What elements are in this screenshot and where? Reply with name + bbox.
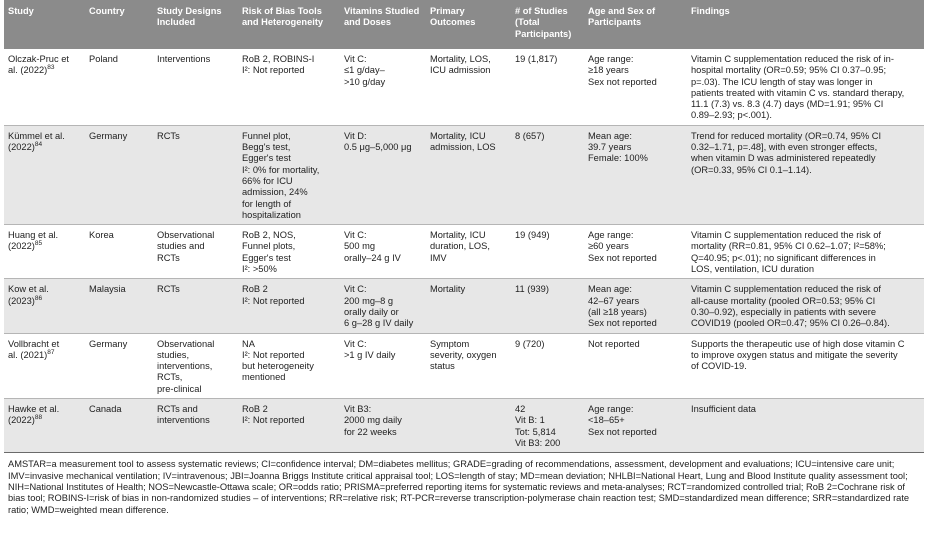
abbreviations-footnote: AMSTAR=a measurement tool to assess systematic reviews; CI=confidence interval; DM=diabetes mellitus; GRADE=grading of recommendations, assessment, development and evaluations; ICU=intensive care unit; IMV=invasive mechanical ventilation; IV=intravenous; JBI=Joanna Briggs Institute critical appraisal tool; LOS=length of stay; MD=mean deviation; NHLBI=National Heart, Lung and Blood Institute quality assessment tool; NIH=National Institutes of Health; NOS=Newcastle-Ottawa scale; OR=odds ratio; PRISMA=preferred reporting items for systematic reviews and meta-analyses; RCT=randomized controlled trial; RoB 2=Cochrane risk of bias tool; ROBINS-I=risk of bias in non-randomized studies – of interventions; RR=relative risk; RT-PCR=reverse transcription-polymerase chain reaction test; SMD=standardized mean difference; SRR=standardized rate ratio; WMD=weighted mean difference.: [8, 459, 910, 515]
cell-country: Poland: [89, 54, 118, 64]
table-row: [4, 49, 924, 125]
cell-studies: 19 (949): [515, 230, 550, 241]
cell-age-sex: Age range: ≥18 years Sex not reported: [588, 54, 657, 87]
header-primary-outcomes: Primary Outcomes: [426, 0, 511, 49]
study-name: Olczak-Pruc et al. (2022): [8, 54, 69, 76]
cell-age-sex: Age range: <18–65+ Sex not reported: [584, 399, 687, 453]
cell-vitamins: Vit D: 0.5 μg–5,000 μg: [340, 125, 426, 224]
header-row: [4, 0, 924, 49]
table-row: [4, 125, 924, 224]
header-vitamins: Vitamins Studied and Doses: [340, 0, 426, 49]
cell-bias: NA I²: Not reported but heterogeneity mentioned: [242, 338, 314, 383]
cell-designs: RCTs: [153, 125, 238, 224]
cell-study: [4, 333, 85, 398]
cell-findings: Vitamin C supplementation reduced the risk of all-cause mortality (pooled OR=0.53; 95% CI 0.30–0.92), especially in patients with severe COVID19 (pooled OR=0.47; 95% CI 0.26–0.84).: [687, 279, 924, 333]
cell-study: [4, 399, 85, 453]
cell-country: Germany: [85, 125, 153, 224]
study-name: Kümmel et al. (2022): [8, 130, 65, 153]
cell-designs: RCTs: [153, 279, 238, 333]
cell-vitamins: Vit C: ≤1 g/day– >10 g/day: [344, 54, 386, 87]
cell-vitamins: Vit C: 500 mg orally–24 g IV: [344, 230, 401, 263]
cell-study: [4, 279, 85, 333]
cell-outcomes: Mortality: [426, 279, 511, 333]
cell-study: [4, 49, 85, 125]
header-age-sex: Age and Sex of Participants: [584, 0, 687, 49]
study-name: Huang et al. (2022): [8, 230, 59, 252]
cell-outcomes: Mortality, ICU admission, LOS: [426, 125, 511, 224]
table-row: [4, 225, 924, 279]
cell-findings: Vitamin C supplementation reduced the risk of mortality (RR=0.81, 95% CI 0.62–1.07; I²=58%; Q=40.95; p<.01); no significant differences in LOS, ventilation, ICU duration: [691, 230, 886, 275]
studies-table: [4, 0, 924, 453]
cell-study: [4, 225, 85, 279]
cell-age-sex: Mean age: 39.7 years Female: 100%: [584, 125, 687, 224]
reference-number: 85: [34, 240, 43, 248]
cell-country: Korea: [89, 230, 114, 241]
cell-designs: Interventions: [157, 54, 211, 64]
reference-number: 83: [47, 64, 55, 72]
cell-outcomes: [426, 399, 511, 453]
reference-number: 87: [47, 348, 55, 356]
cell-studies: 11 (939): [511, 279, 584, 333]
reference-number: 88: [34, 414, 43, 422]
table-row: [4, 279, 924, 333]
cell-studies: 19 (1,817): [515, 54, 558, 64]
cell-bias: RoB 2, NOS, Funnel plots, Egger's test I²: >50%: [242, 230, 296, 275]
header-risk-of-bias: Risk of Bias Tools and Heterogeneity: [238, 0, 340, 49]
cell-study: [4, 125, 85, 224]
study-name: Hawke et al. (2022): [8, 404, 60, 426]
cell-studies: 42 Vit B: 1 Tot: 5,814 Vit B3: 200: [511, 399, 584, 453]
cell-findings: Vitamin C supplementation reduced the risk of in- hospital mortality (OR=0.59; 95% CI 0.37–0.95; p=.03). The ICU length of stay was longer in patients treated with vitamin C vs. standard therapy, 11.1 (7.3) vs. 8.3 (4.7) days (MD=1.91; 95% CI 0.89–2.93; p<.001).: [691, 54, 905, 121]
header-findings: Findings: [687, 0, 924, 49]
cell-findings: Supports the therapeutic use of high dose vitamin C to improve oxygen status and mitigate the severity of COVID-19.: [691, 338, 905, 372]
cell-findings: Insufficient data: [687, 399, 924, 453]
table-row: [4, 399, 924, 453]
cell-studies: 8 (657): [511, 125, 584, 224]
table-container: [4, 0, 924, 516]
cell-outcomes: Symptom severity, oxygen status: [430, 338, 497, 372]
cell-designs: RCTs and interventions: [153, 399, 238, 453]
header-num-studies: # of Studies (Total Participants): [511, 0, 584, 49]
cell-bias: RoB 2 I²: Not reported: [238, 399, 340, 453]
cell-bias: RoB 2, ROBINS-I I²: Not reported: [242, 54, 315, 76]
cell-country: Canada: [85, 399, 153, 453]
table-header: [4, 0, 924, 49]
cell-studies: 9 (720): [515, 338, 545, 349]
cell-findings: Trend for reduced mortality (OR=0.74, 95% CI 0.32–1.71, p=.48], with even stronger effects, when vitamin D was administered repeatedly (OR=0.33, 95% CI 0.1–1.14).: [687, 125, 924, 224]
cell-age-sex: Not reported: [588, 338, 640, 349]
reference-number: 84: [34, 140, 43, 148]
cell-bias: RoB 2 I²: Not reported: [238, 279, 340, 333]
study-name: Vollbracht et al. (2021): [8, 338, 60, 360]
reference-number: 86: [34, 294, 43, 302]
header-country: Country: [85, 0, 153, 49]
cell-vitamins: Vit B3: 2000 mg daily for 22 weeks: [340, 399, 426, 453]
cell-vitamins: Vit C: 200 mg–8 g orally daily or 6 g–28 g IV daily: [340, 279, 426, 333]
cell-vitamins: Vit C: >1 g IV daily: [344, 338, 396, 360]
cell-country: Germany: [89, 338, 128, 349]
cell-country: Malaysia: [85, 279, 153, 333]
cell-designs: Observational studies, interventions, RCTs, pre-clinical: [157, 338, 215, 394]
cell-designs: Observational studies and RCTs: [157, 230, 215, 263]
cell-outcomes: Mortality, LOS, ICU admission: [430, 54, 491, 76]
table-row: [4, 333, 924, 398]
study-name: Kow et al. (2023): [8, 284, 49, 306]
cell-age-sex: Age range: ≥60 years Sex not reported: [588, 230, 657, 263]
cell-bias: Funnel plot, Begg's test, Egger's test I²: 0% for mortality, 66% for ICU admission, 24% for length of hospitalization: [238, 125, 340, 224]
header-study-designs: Study Designs Included: [153, 0, 238, 49]
header-study: Study: [4, 0, 85, 49]
cell-age-sex: Mean age: 42–67 years (all ≥18 years) Sex not reported: [584, 279, 687, 333]
cell-outcomes: Mortality, ICU duration, LOS, IMV: [430, 230, 490, 263]
table-body: [4, 49, 924, 453]
